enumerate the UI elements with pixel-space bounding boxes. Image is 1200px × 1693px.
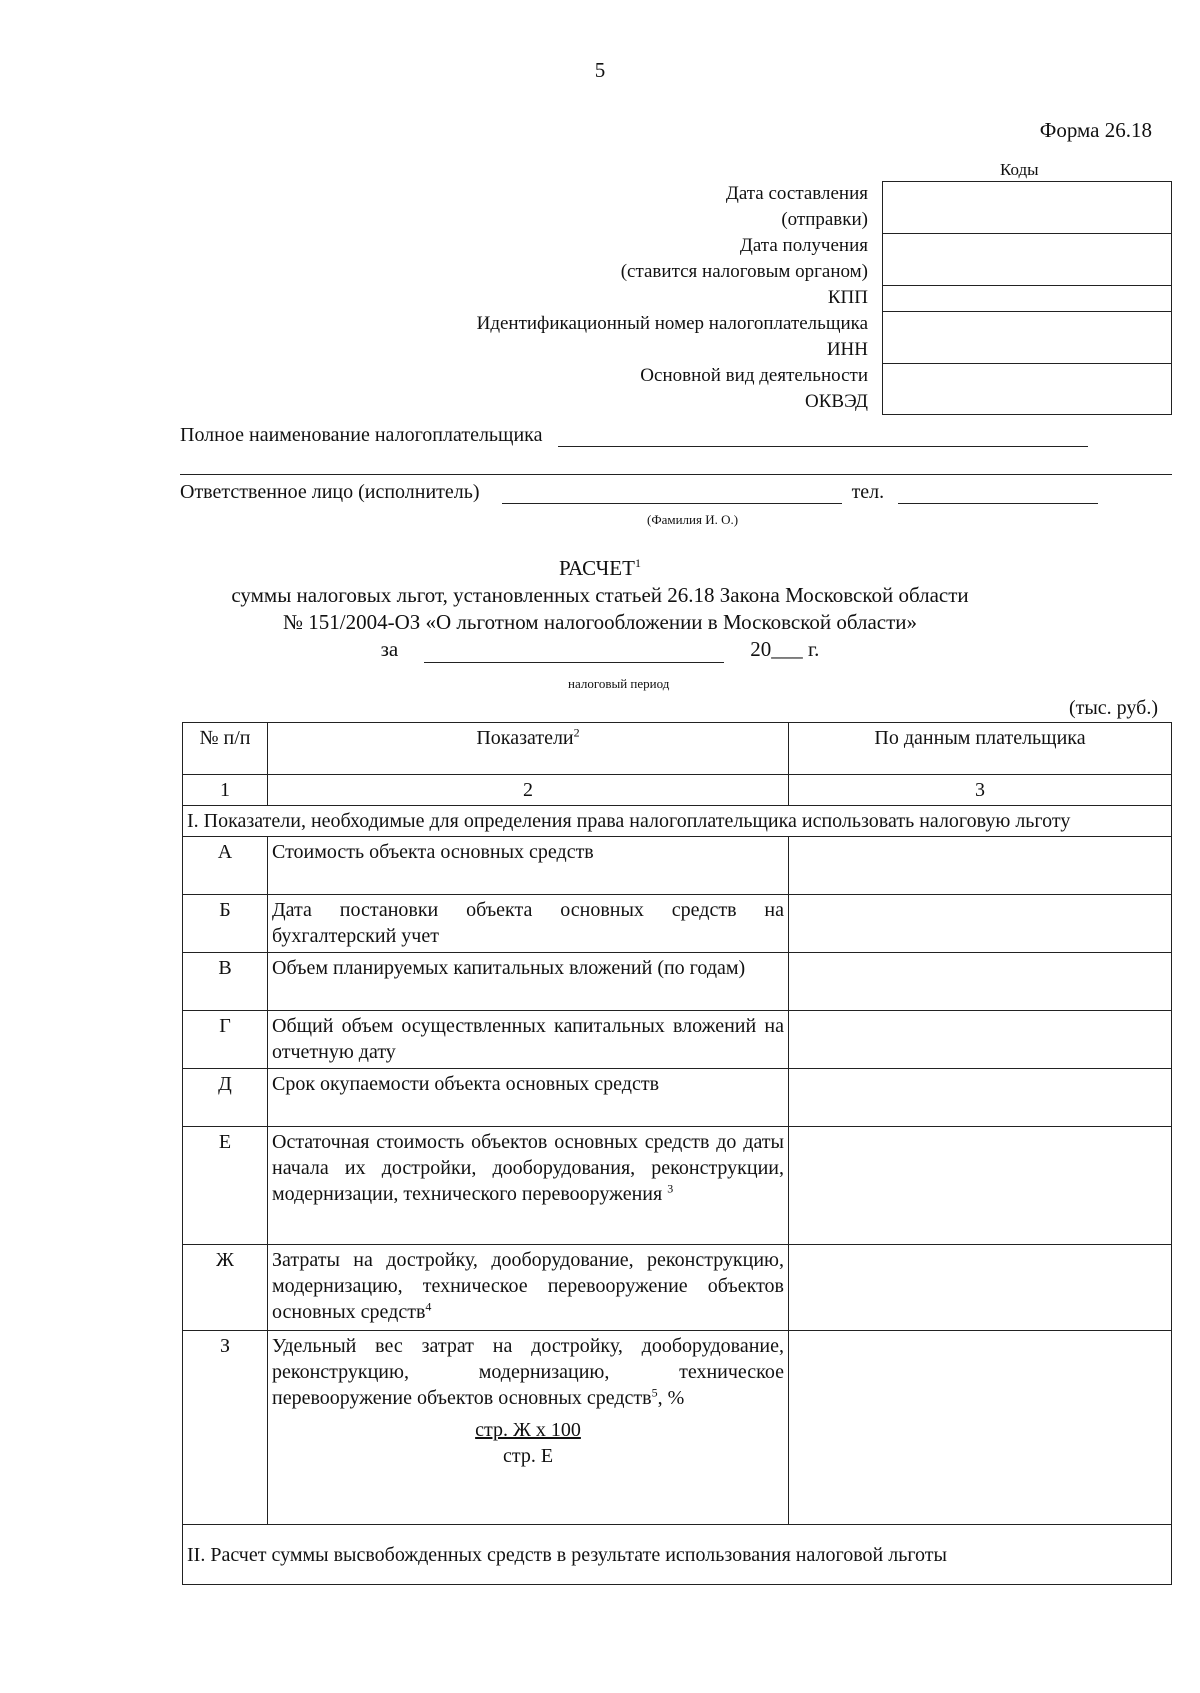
full-name-row	[180, 424, 1088, 447]
section-1-row	[183, 806, 1172, 837]
title-block	[0, 555, 1200, 663]
header-indicators: Показатели$^2$	[268, 723, 789, 775]
codes-label-line: Идентификационный номер налогоплательщика	[476, 313, 868, 334]
code-field-date-compiled[interactable]	[882, 181, 1172, 233]
period-field[interactable]	[424, 642, 724, 663]
codes-block	[320, 181, 1172, 415]
header-value: По данным плательщика	[789, 723, 1172, 775]
page-number: 5	[594, 58, 606, 82]
table-row	[183, 1245, 1172, 1331]
row-num: Е	[183, 1127, 268, 1245]
title-line-1: суммы налоговых льгот, установленных статьей 26.18 Закона Московской области	[231, 583, 969, 607]
codes-row-inn	[320, 311, 1172, 363]
row-value-field[interactable]	[789, 1069, 1172, 1127]
row-value-field[interactable]	[789, 953, 1172, 1011]
phone-field[interactable]	[898, 483, 1098, 504]
full-name-continuation-line[interactable]	[180, 474, 1172, 475]
row-value-field[interactable]	[789, 1127, 1172, 1245]
row-value-field[interactable]	[789, 1245, 1172, 1331]
col-number: 3	[789, 775, 1172, 806]
section-1-heading: I. Показатели, необходимые для определения права налогоплательщика использовать налоговую льготу	[183, 806, 1172, 837]
row-num: А	[183, 837, 268, 895]
full-name-field[interactable]	[558, 426, 1088, 447]
table-row	[183, 1331, 1172, 1525]
header-num: № п/п	[183, 723, 268, 775]
formula	[272, 1417, 784, 1469]
phone-label: тел.	[851, 481, 885, 503]
row-indicator: Удельный вес затрат на достройку, дооборудование, реконструкцию, модернизацию, техническое перевооружение объектов основных средств$^5$, % стр. Ж х 100 стр. Е	[268, 1331, 789, 1525]
code-field-date-received[interactable]	[882, 233, 1172, 285]
row-value-field[interactable]	[789, 1011, 1172, 1069]
codes-label-line: КПП	[827, 287, 868, 308]
responsible-field[interactable]	[502, 483, 842, 504]
row-num: Б	[183, 895, 268, 953]
codes-label-line: ОКВЭД	[805, 391, 868, 412]
codes-row-okved	[320, 363, 1172, 415]
codes-label-line: Дата получения	[739, 235, 868, 256]
row-indicator: Общий объем осуществленных капитальных вложений на отчетную дату	[268, 1011, 789, 1069]
row-value-field[interactable]	[789, 895, 1172, 953]
row-indicator: Стоимость объекта основных средств	[268, 837, 789, 895]
responsible-row	[180, 481, 1098, 504]
period-caption: налоговый период	[568, 676, 670, 691]
period-prefix: за	[380, 637, 399, 661]
codes-label-line: Дата составления	[725, 183, 868, 204]
table-row	[183, 1069, 1172, 1127]
row-num: Г	[183, 1011, 268, 1069]
codes-heading: Коды	[1000, 160, 1039, 179]
formula-denominator: стр. Е	[502, 1445, 554, 1467]
table-header-row	[183, 723, 1172, 775]
row-num: Ж	[183, 1245, 268, 1331]
row-num: З	[183, 1331, 268, 1525]
row-indicator: Затраты на достройку, дооборудование, реконструкцию, модернизацию, техническое перевооружение объектов основных средств$^4$	[268, 1245, 789, 1331]
responsible-label: Ответственное лицо (исполнитель)	[180, 481, 480, 503]
responsible-caption: (Фамилия И. О.)	[647, 512, 739, 527]
codes-label-line: (отправки)	[781, 209, 868, 230]
code-field-inn[interactable]	[882, 311, 1172, 363]
row-value-field[interactable]	[789, 837, 1172, 895]
section-2-row	[183, 1525, 1172, 1585]
table-row	[183, 837, 1172, 895]
table-row	[183, 953, 1172, 1011]
formula-numerator: стр. Ж х 100	[475, 1419, 581, 1441]
codes-row-kpp	[320, 285, 1172, 311]
row-indicator: Объем планируемых капитальных вложений (по годам)	[268, 953, 789, 1011]
section-2-heading: II. Расчет суммы высвобожденных средств в результате использования налоговой льготы	[183, 1525, 1172, 1585]
units-label: (тыс. руб.)	[1068, 697, 1158, 719]
row-num: В	[183, 953, 268, 1011]
codes-label-line: Основной вид деятельности	[640, 365, 868, 386]
col-number: 2	[268, 775, 789, 806]
calculation-table	[182, 722, 1172, 1585]
full-name-label: Полное наименование налогоплательщика	[180, 424, 543, 446]
codes-row-date-received	[320, 233, 1172, 285]
codes-row-date-compiled	[320, 181, 1172, 233]
title-main: РАСЧЕТ$^1$	[559, 556, 641, 580]
codes-label-line: (ставится налоговым органом)	[620, 261, 868, 282]
table-row	[183, 895, 1172, 953]
row-num: Д	[183, 1069, 268, 1127]
table-row	[183, 1011, 1172, 1069]
title-line-2: № 151/2004-ОЗ «О льготном налогообложении в Московской области»	[282, 610, 918, 634]
codes-label-line: ИНН	[826, 339, 868, 360]
row-indicator: Дата постановки объекта основных средств на бухгалтерский учет	[268, 895, 789, 953]
col-number: 1	[183, 775, 268, 806]
period-row	[0, 636, 1200, 663]
row-indicator: Остаточная стоимость объектов основных средств до даты начала их достройки, дооборудования, реконструкции, модернизации, технического перевооружения $^3$	[268, 1127, 789, 1245]
form-number: Форма 26.18	[1039, 118, 1152, 142]
table-row	[183, 1127, 1172, 1245]
row-indicator: Срок окупаемости объекта основных средств	[268, 1069, 789, 1127]
year-text: 20___ г.	[750, 637, 820, 661]
code-field-okved[interactable]	[882, 363, 1172, 415]
column-numbers-row	[183, 775, 1172, 806]
code-field-kpp[interactable]	[882, 285, 1172, 311]
row-value-field[interactable]	[789, 1331, 1172, 1525]
